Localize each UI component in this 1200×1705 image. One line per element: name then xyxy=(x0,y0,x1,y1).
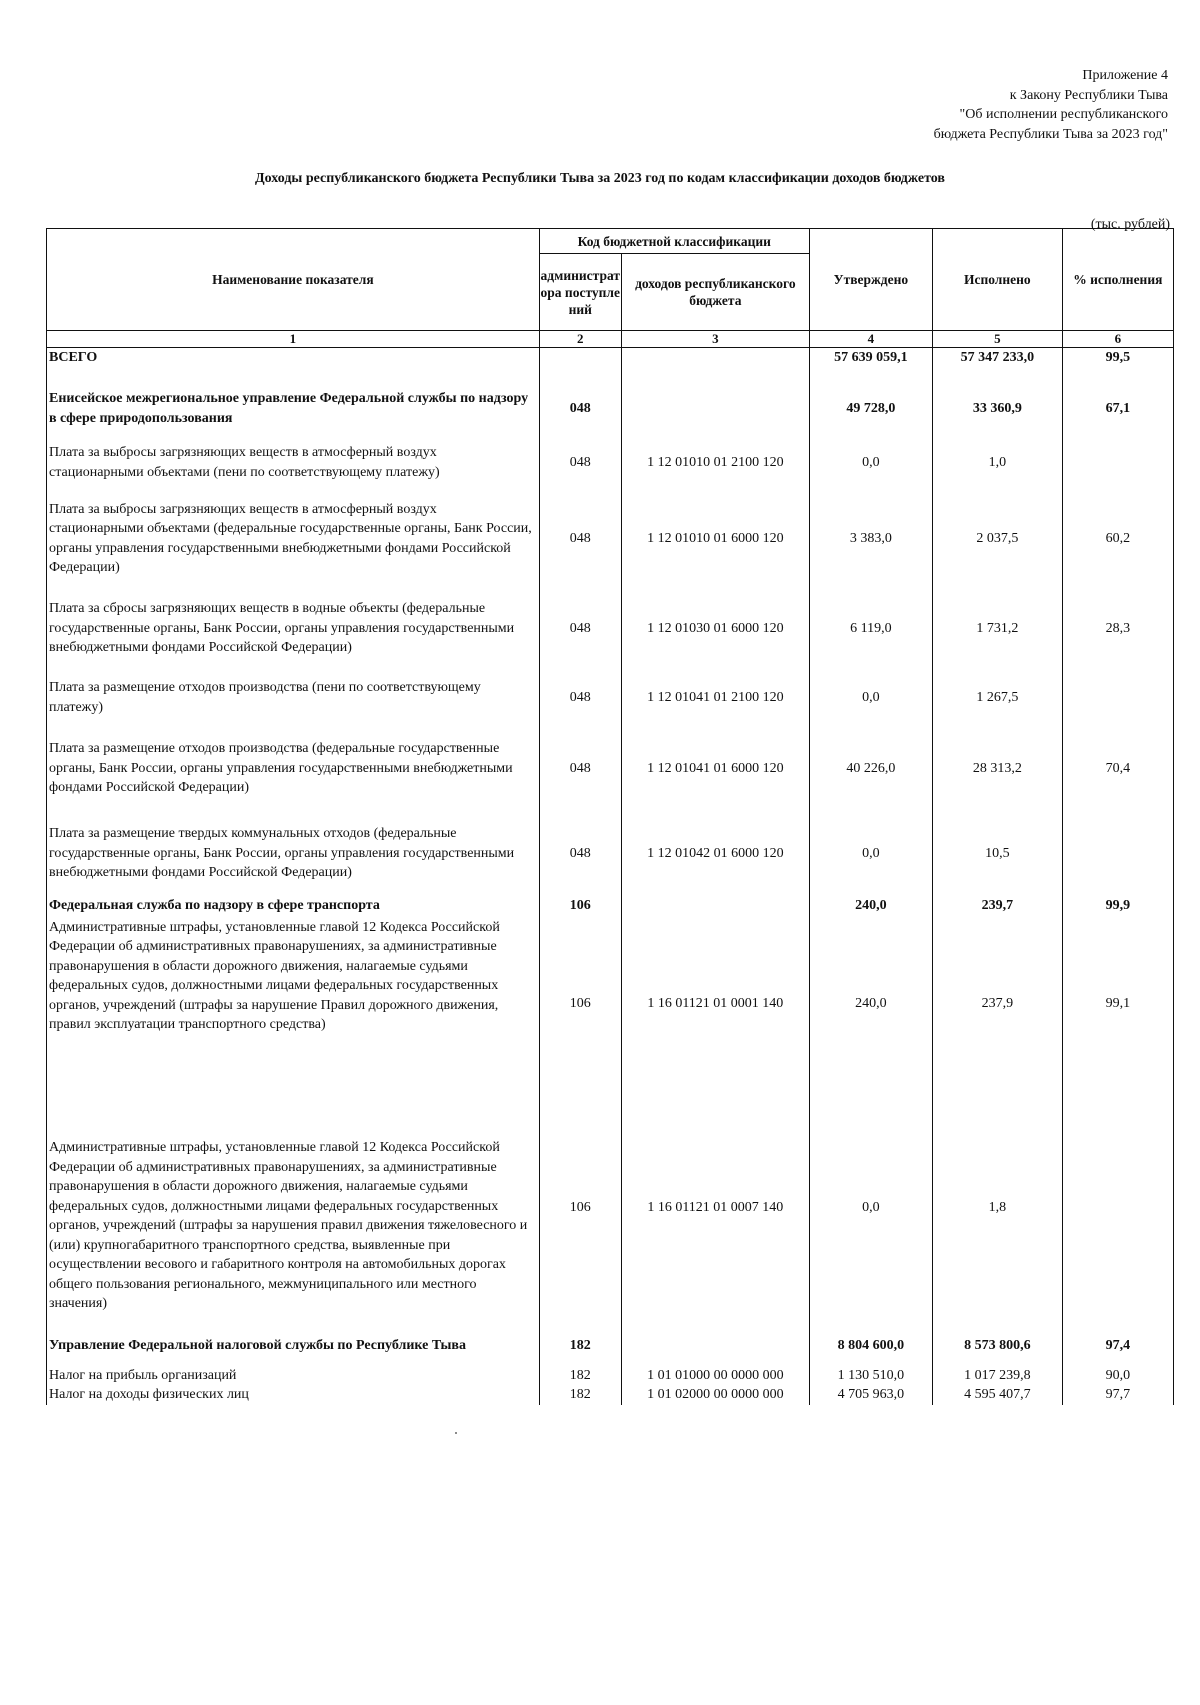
table-row xyxy=(47,492,1174,586)
row-income-code: 1 12 01041 01 6000 120 xyxy=(621,724,809,814)
row-admin-code: 106 xyxy=(539,1090,621,1326)
row-income-code: 1 12 01042 01 6000 120 xyxy=(621,814,809,894)
row-executed: 57 347 233,0 xyxy=(933,348,1063,384)
units-label: (тыс. рублей) xyxy=(1090,217,1170,232)
row-percent xyxy=(1062,814,1173,894)
row-executed: 1 267,5 xyxy=(933,672,1063,724)
column-header-approved: Утверждено xyxy=(809,229,932,331)
appendix-line: Приложение 4 xyxy=(1082,68,1168,83)
row-admin-code: 048 xyxy=(539,724,621,814)
row-percent: 99,1 xyxy=(1062,918,1173,1090)
column-header-name: Наименование показателя xyxy=(47,229,540,331)
row-admin-code: 106 xyxy=(539,894,621,918)
row-executed: 2 037,5 xyxy=(933,492,1063,586)
row-executed: 1,8 xyxy=(933,1090,1063,1326)
column-number: 6 xyxy=(1062,331,1173,348)
row-percent: 99,9 xyxy=(1062,894,1173,918)
row-percent: 28,3 xyxy=(1062,586,1173,672)
appendix-line: бюджета Республики Тыва за 2023 год" xyxy=(933,126,1168,142)
row-name: ВСЕГО xyxy=(47,348,540,384)
table-row xyxy=(47,1090,1174,1326)
row-income-code: 1 01 02000 00 0000 000 xyxy=(621,1385,809,1405)
row-approved: 0,0 xyxy=(809,814,932,894)
row-approved: 6 119,0 xyxy=(809,586,932,672)
row-income-code: 1 12 01010 01 2100 120 xyxy=(621,434,809,492)
table-row xyxy=(47,384,1174,434)
appendix-line: к Закону Республики Тыва xyxy=(1009,87,1168,103)
table-row xyxy=(47,434,1174,492)
row-percent xyxy=(1062,434,1173,492)
row-approved: 4 705 963,0 xyxy=(809,1385,932,1405)
column-number: 3 xyxy=(621,331,809,348)
column-header-income-code: доходов республиканского бюджета xyxy=(621,254,809,331)
table-row xyxy=(47,586,1174,672)
row-admin-code: 048 xyxy=(539,492,621,586)
row-approved: 8 804 600,0 xyxy=(809,1326,932,1366)
row-percent: 99,5 xyxy=(1062,348,1173,384)
row-executed: 4 595 407,7 xyxy=(933,1385,1063,1405)
row-admin-code: 182 xyxy=(539,1366,621,1386)
row-name: Административные штрафы, установленные главой 12 Кодекса Российской Федерации об административных правонарушениях, за административные правонарушения в области дорожного движения, налагаемые судьями федеральных судов, должностными лицами федеральных государственных органов, учреждений (штрафы за нарушения правил движения тяжеловесного и (или) крупногабаритного транспортного средства, выявленные при осуществлении весового и габаритного контроля на автомобильных дорогах общего пользования регионального, межмуниципального или местного значения) xyxy=(47,1090,540,1326)
column-header-classification-group: Код бюджетной классификации xyxy=(539,229,809,254)
row-name: Плата за размещение отходов производства (пени по соответствующему платежу) xyxy=(47,672,540,724)
row-name: Плата за сбросы загрязняющих веществ в водные объекты (федеральные государственные органы, Банк России, органы управления государственными внебюджетными фондами Российской Федерации) xyxy=(47,586,540,672)
row-executed: 237,9 xyxy=(933,918,1063,1090)
row-approved: 3 383,0 xyxy=(809,492,932,586)
appendix-note xyxy=(934,66,1168,144)
row-admin-code: 048 xyxy=(539,586,621,672)
row-income-code xyxy=(621,1326,809,1366)
row-approved: 240,0 xyxy=(809,918,932,1090)
table-row xyxy=(47,894,1174,918)
row-percent: 97,4 xyxy=(1062,1326,1173,1366)
row-approved: 240,0 xyxy=(809,894,932,918)
row-percent: 60,2 xyxy=(1062,492,1173,586)
row-approved: 49 728,0 xyxy=(809,384,932,434)
column-header-executed: Исполнено xyxy=(933,229,1063,331)
appendix-line: "Об исполнении республиканского xyxy=(959,107,1168,122)
column-header-percent: % исполнения xyxy=(1062,229,1173,331)
row-income-code: 1 16 01121 01 0007 140 xyxy=(621,1090,809,1326)
table-row xyxy=(47,918,1174,1090)
row-percent: 67,1 xyxy=(1062,384,1173,434)
table-row xyxy=(47,348,1174,384)
row-name: Плата за выбросы загрязняющих веществ в атмосферный воздух стационарными объектами (пени по соответствующему платежу) xyxy=(47,434,540,492)
table-row xyxy=(47,724,1174,814)
row-executed: 1 731,2 xyxy=(933,586,1063,672)
column-number: 4 xyxy=(809,331,932,348)
row-approved: 1 130 510,0 xyxy=(809,1366,932,1386)
row-executed: 1,0 xyxy=(933,434,1063,492)
row-executed: 10,5 xyxy=(933,814,1063,894)
row-approved: 0,0 xyxy=(809,434,932,492)
budget-income-table xyxy=(46,228,1174,1405)
row-percent xyxy=(1062,672,1173,724)
row-name: Налог на прибыль организаций xyxy=(47,1366,540,1386)
table-row xyxy=(47,814,1174,894)
scan-speck xyxy=(455,1432,457,1434)
table-row xyxy=(47,672,1174,724)
row-approved: 0,0 xyxy=(809,672,932,724)
row-income-code xyxy=(621,894,809,918)
row-percent xyxy=(1062,1090,1173,1326)
row-approved: 57 639 059,1 xyxy=(809,348,932,384)
row-percent: 90,0 xyxy=(1062,1366,1173,1386)
row-income-code: 1 01 01000 00 0000 000 xyxy=(621,1366,809,1386)
row-executed: 33 360,9 xyxy=(933,384,1063,434)
row-income-code: 1 12 01010 01 6000 120 xyxy=(621,492,809,586)
row-approved: 0,0 xyxy=(809,1090,932,1326)
row-income-code xyxy=(621,384,809,434)
column-number: 5 xyxy=(933,331,1063,348)
row-admin-code: 106 xyxy=(539,918,621,1090)
row-admin-code: 048 xyxy=(539,434,621,492)
row-name: Плата за размещение твердых коммунальных отходов (федеральные государственные органы, Банк России, органы управления государственными внебюджетными фондами Российской Федерации) xyxy=(47,814,540,894)
row-percent: 70,4 xyxy=(1062,724,1173,814)
row-admin-code: 048 xyxy=(539,384,621,434)
document-title: Доходы республиканского бюджета Республики Тыва за 2023 год по кодам классификации доходов бюджетов xyxy=(255,171,945,186)
row-executed: 8 573 800,6 xyxy=(933,1326,1063,1366)
row-name: Федеральная служба по надзору в сфере транспорта xyxy=(47,894,540,918)
row-admin-code: 048 xyxy=(539,814,621,894)
row-name: Енисейское межрегиональное управление Федеральной службы по надзору в сфере природопользования xyxy=(47,384,540,434)
column-number: 2 xyxy=(539,331,621,348)
row-admin-code xyxy=(539,348,621,384)
row-name: Административные штрафы, установленные главой 12 Кодекса Российской Федерации об административных правонарушениях, за административные правонарушения в области дорожного движения, налагаемые судьями федеральных судов, должностными лицами федеральных государственных органов, учреждений (штрафы за нарушение Правил дорожного движения, правил эксплуатации транспортного средства) xyxy=(47,918,540,1090)
row-executed: 239,7 xyxy=(933,894,1063,918)
column-number: 1 xyxy=(47,331,540,348)
row-income-code: 1 12 01030 01 6000 120 xyxy=(621,586,809,672)
row-admin-code: 182 xyxy=(539,1326,621,1366)
row-admin-code: 182 xyxy=(539,1385,621,1405)
row-approved: 40 226,0 xyxy=(809,724,932,814)
row-admin-code: 048 xyxy=(539,672,621,724)
row-income-code xyxy=(621,348,809,384)
row-name: Плата за размещение отходов производства (федеральные государственные органы, Банк России, органы управления государственными внебюджетными фондами Российской Федерации) xyxy=(47,724,540,814)
row-name: Налог на доходы физических лиц xyxy=(47,1385,540,1405)
row-executed: 28 313,2 xyxy=(933,724,1063,814)
row-name: Управление Федеральной налоговой службы по Республике Тыва xyxy=(47,1326,540,1366)
table-row xyxy=(47,1385,1174,1405)
table-row xyxy=(47,1366,1174,1386)
column-header-admin: администратора поступлений xyxy=(539,254,621,331)
row-name: Плата за выбросы загрязняющих веществ в атмосферный воздух стационарными объектами (федеральные государственные органы, Банк России, органы управления государственными внебюджетными фондами Российской Федерации) xyxy=(47,492,540,586)
table-row xyxy=(47,1326,1174,1366)
row-income-code: 1 12 01041 01 2100 120 xyxy=(621,672,809,724)
row-income-code: 1 16 01121 01 0001 140 xyxy=(621,918,809,1090)
row-percent: 97,7 xyxy=(1062,1385,1173,1405)
row-executed: 1 017 239,8 xyxy=(933,1366,1063,1386)
